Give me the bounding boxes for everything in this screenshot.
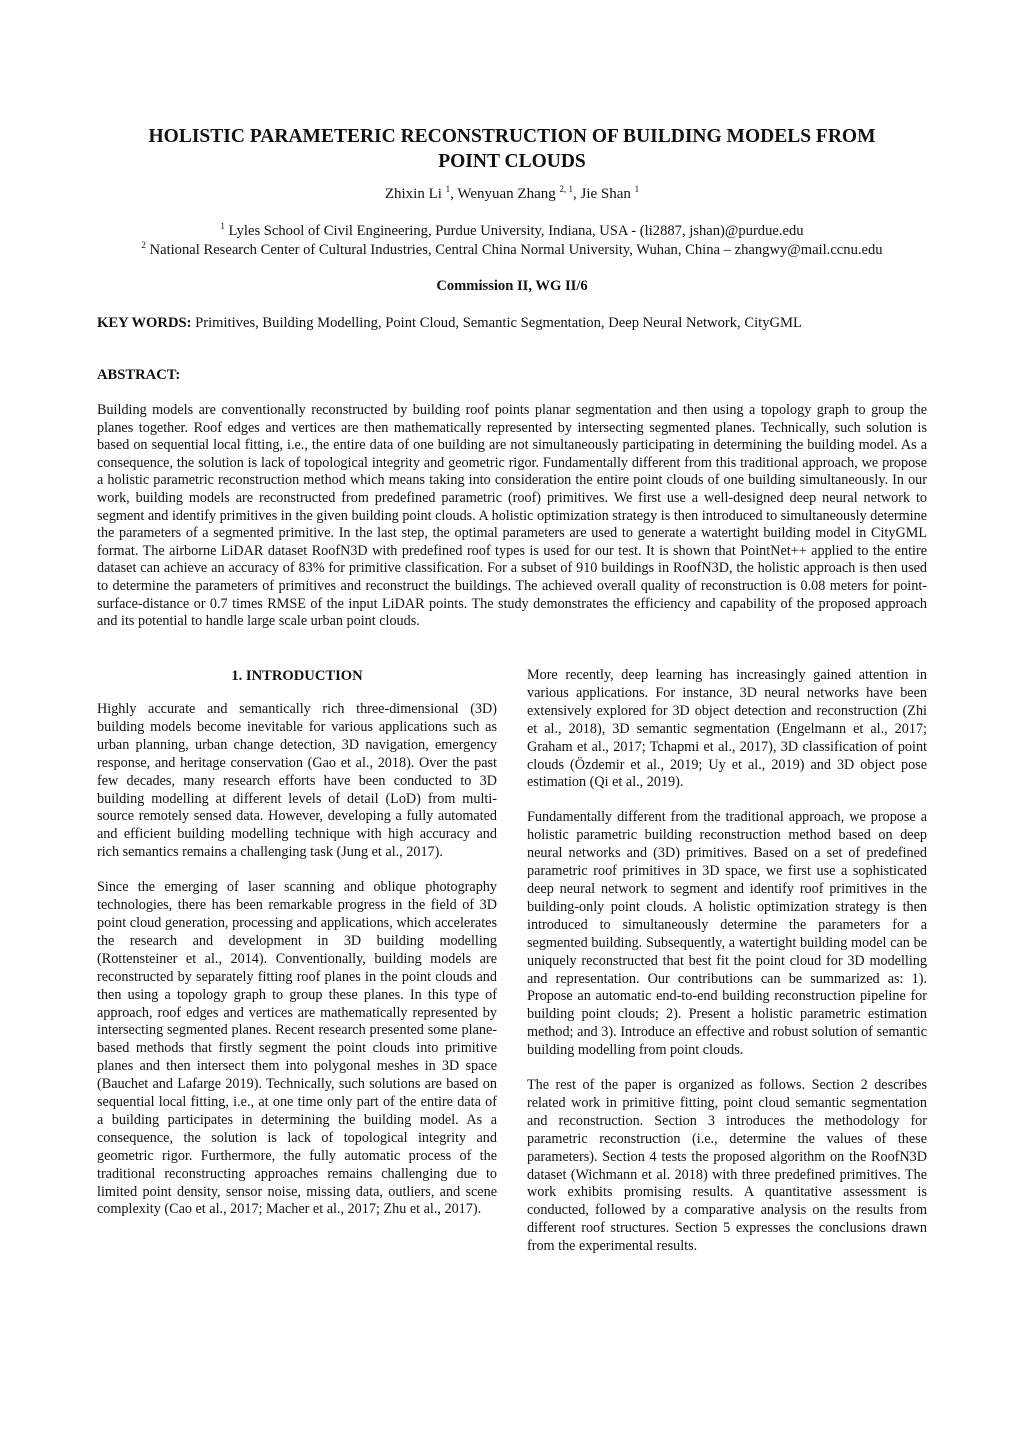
right-column xyxy=(527,667,927,1273)
affiliation-2 xyxy=(97,241,927,260)
author-list xyxy=(97,185,927,203)
title-line-2: POINT CLOUDS xyxy=(438,151,586,172)
left-column xyxy=(97,667,497,1236)
author-1: Zhixin Li xyxy=(384,186,442,202)
paper-title xyxy=(97,124,927,174)
paragraph: The rest of the paper is organized as follows. Section 2 describes related work in primitive fitting, point cloud semantic segmentation and reconstruction. Section 3 introduces the methodology for parametric reconstruction (i.e., determine the values of these parameters). Section 4 tests the proposed algorithm on the RoofN3D dataset (Wichmann et al. 2018) with three predefined primitives. The work exhibits promising results. A quantitative assessment is conducted, followed by a comparative analysis on the results from different roof structures. Section 5 expresses the conclusions drawn from the experimental results. xyxy=(527,1077,927,1255)
keywords-label: KEY WORDS: xyxy=(97,315,192,331)
paragraph: Fundamentally different from the traditional approach, we propose a holistic parametric building reconstruction method based on deep neural networks and (3D) primitives. Based on a set of predefined parametric roof primitives in 3D space, we first use a sophisticated deep neural network to segment and identify roof primitives in the building-only point clouds. A holistic optimization strategy is then introduced to simultaneously determine the parameters for a segmented building. Subsequently, a watertight building model can be uniquely reconstructed that best fit the point cloud for 3D modelling and representation. Our contributions can be summarized as: 1). Propose an automatic end-to-end building reconstruction pipeline for building point clouds; 2). Present a holistic parametric estimation method; and 3). Introduce an effective and robust solution of semantic building modelling from point clouds. xyxy=(527,809,927,1059)
abstract-heading: ABSTRACT: xyxy=(97,367,181,383)
paragraph: Highly accurate and semantically rich three-dimensional (3D) building models become inevitable for various applications such as urban planning, urban change detection, 3D navigation, emergency response, and heritage conservation (Gao et al., 2018). Over the past few decades, many research efforts have been conducted to 3D building modelling at different levels of detail (LoD) from multi-source remotely sensed data. However, developing a fully automated and efficient building modelling technique with high accuracy and rich semantics remains a challenging task (Jung et al., 2017). xyxy=(97,701,497,861)
title-line-1: HOLISTIC PARAMETERIC RECONSTRUCTION OF BUILDING MODELS FROM xyxy=(148,126,876,147)
keywords xyxy=(97,314,927,332)
commission-label: Commission II, WG II/6 xyxy=(436,278,588,294)
author-3-affil: 1 xyxy=(634,184,640,194)
section-heading-introduction: 1. INTRODUCTION xyxy=(231,668,363,684)
affiliation-1-marker: 1 xyxy=(220,221,225,232)
author-1-affil: 1 xyxy=(445,184,451,194)
abstract-body: Building models are conventionally reconstructed by building roof points planar segmentation and then using a topology graph to group the planes together. Roof edges and vertices are then mathematically represented by intersecting segmented planes. Technically, such solution is based on sequential local fitting, i.e., the entire data of one building are not simultaneously participating in determining the building model. As a consequence, the solution is lack of topological integrity and geometric rigor. Fundamentally different from this traditional approach, we propose a holistic parametric reconstruction method which means taking into consideration the entire point clouds of one building simultaneously. In our work, building models are reconstructed from predefined parametric (roof) primitives. We first use a well-designed deep neural network to segment and identify primitives in the given building point clouds. A holistic optimization strategy is then introduced to simultaneously determine the parameters of a segmented primitive. In the last step, the optimal parameters are used to generate a watertight building model in CityGML format. The airborne LiDAR dataset RoofN3D with predefined roof types is used for our test. It is shown that PointNet++ applied to the entire dataset can achieve an accuracy of 83% for primitive classification. For a subset of 910 buildings in RoofN3D, the holistic approach is then used to determine the parameters of primitives and reconstruct the buildings. The achieved overall quality of reconstruction is 0.08 meters for point-surface-distance or 0.7 times RMSE of the input LiDAR points. The study demonstrates the efficiency and capability of the proposed approach and its potential to handle large scale urban point clouds. xyxy=(97,402,927,630)
affiliation-1 xyxy=(97,222,927,241)
author-2-affil: 2, 1 xyxy=(559,184,573,194)
affiliation-2-marker: 2 xyxy=(141,240,146,251)
author-3: , Jie Shan xyxy=(572,186,631,202)
keywords-list: Primitives, Building Modelling, Point Cloud, Semantic Segmentation, Deep Neural Network, CityGML xyxy=(191,315,802,331)
affiliation-1-text: Lyles School of Civil Engineering, Purdue University, Indiana, USA - (li2887, jshan)@purdue.edu xyxy=(224,223,804,239)
paragraph: More recently, deep learning has increasingly gained attention in various applications. For instance, 3D neural networks have been extensively explored for 3D object detection and reconstruction (Zhi et al., 2018), 3D semantic segmentation (Engelmann et al., 2017; Graham et al., 2017; Tchapmi et al., 2017), 3D classification of point clouds (Özdemir et al., 2019; Uy et al., 2019) and 3D object pose estimation (Qi et al., 2019). xyxy=(527,667,927,791)
paragraph: Since the emerging of laser scanning and oblique photography technologies, there has been remarkable progress in the field of 3D point cloud generation, processing and applications, which accelerates the research and development in 3D building modelling (Rottensteiner et al., 2014). Conventionally, building models are reconstructed by separately fitting roof planes in the point clouds and then using a topology graph to group these planes. In this type of approach, roof edges and vertices are mathematically represented by intersecting segmented planes. Recent research presented some plane-based methods that firstly segment the point clouds into primitive planes and then intersect them into polygonal meshes in 3D space (Bauchet and Lafarge 2019). Technically, such solutions are based on sequential local fitting, i.e., at one time only part of the entire data of a building participates in determining the building model. As a consequence, the solution is lack of topological integrity and geometric rigor. Furthermore, the fully automatic process of the traditional reconstructing approaches remains challenging due to limited point density, sensor noise, missing data, outliers, and scene complexity (Cao et al., 2017; Macher et al., 2017; Zhu et al., 2017). xyxy=(97,879,497,1218)
affiliation-2-text: National Research Center of Cultural Industries, Central China Normal University, Wuhan, China – zhangwy@mail.ccnu.edu xyxy=(145,242,883,258)
author-2: , Wenyuan Zhang xyxy=(450,186,556,202)
